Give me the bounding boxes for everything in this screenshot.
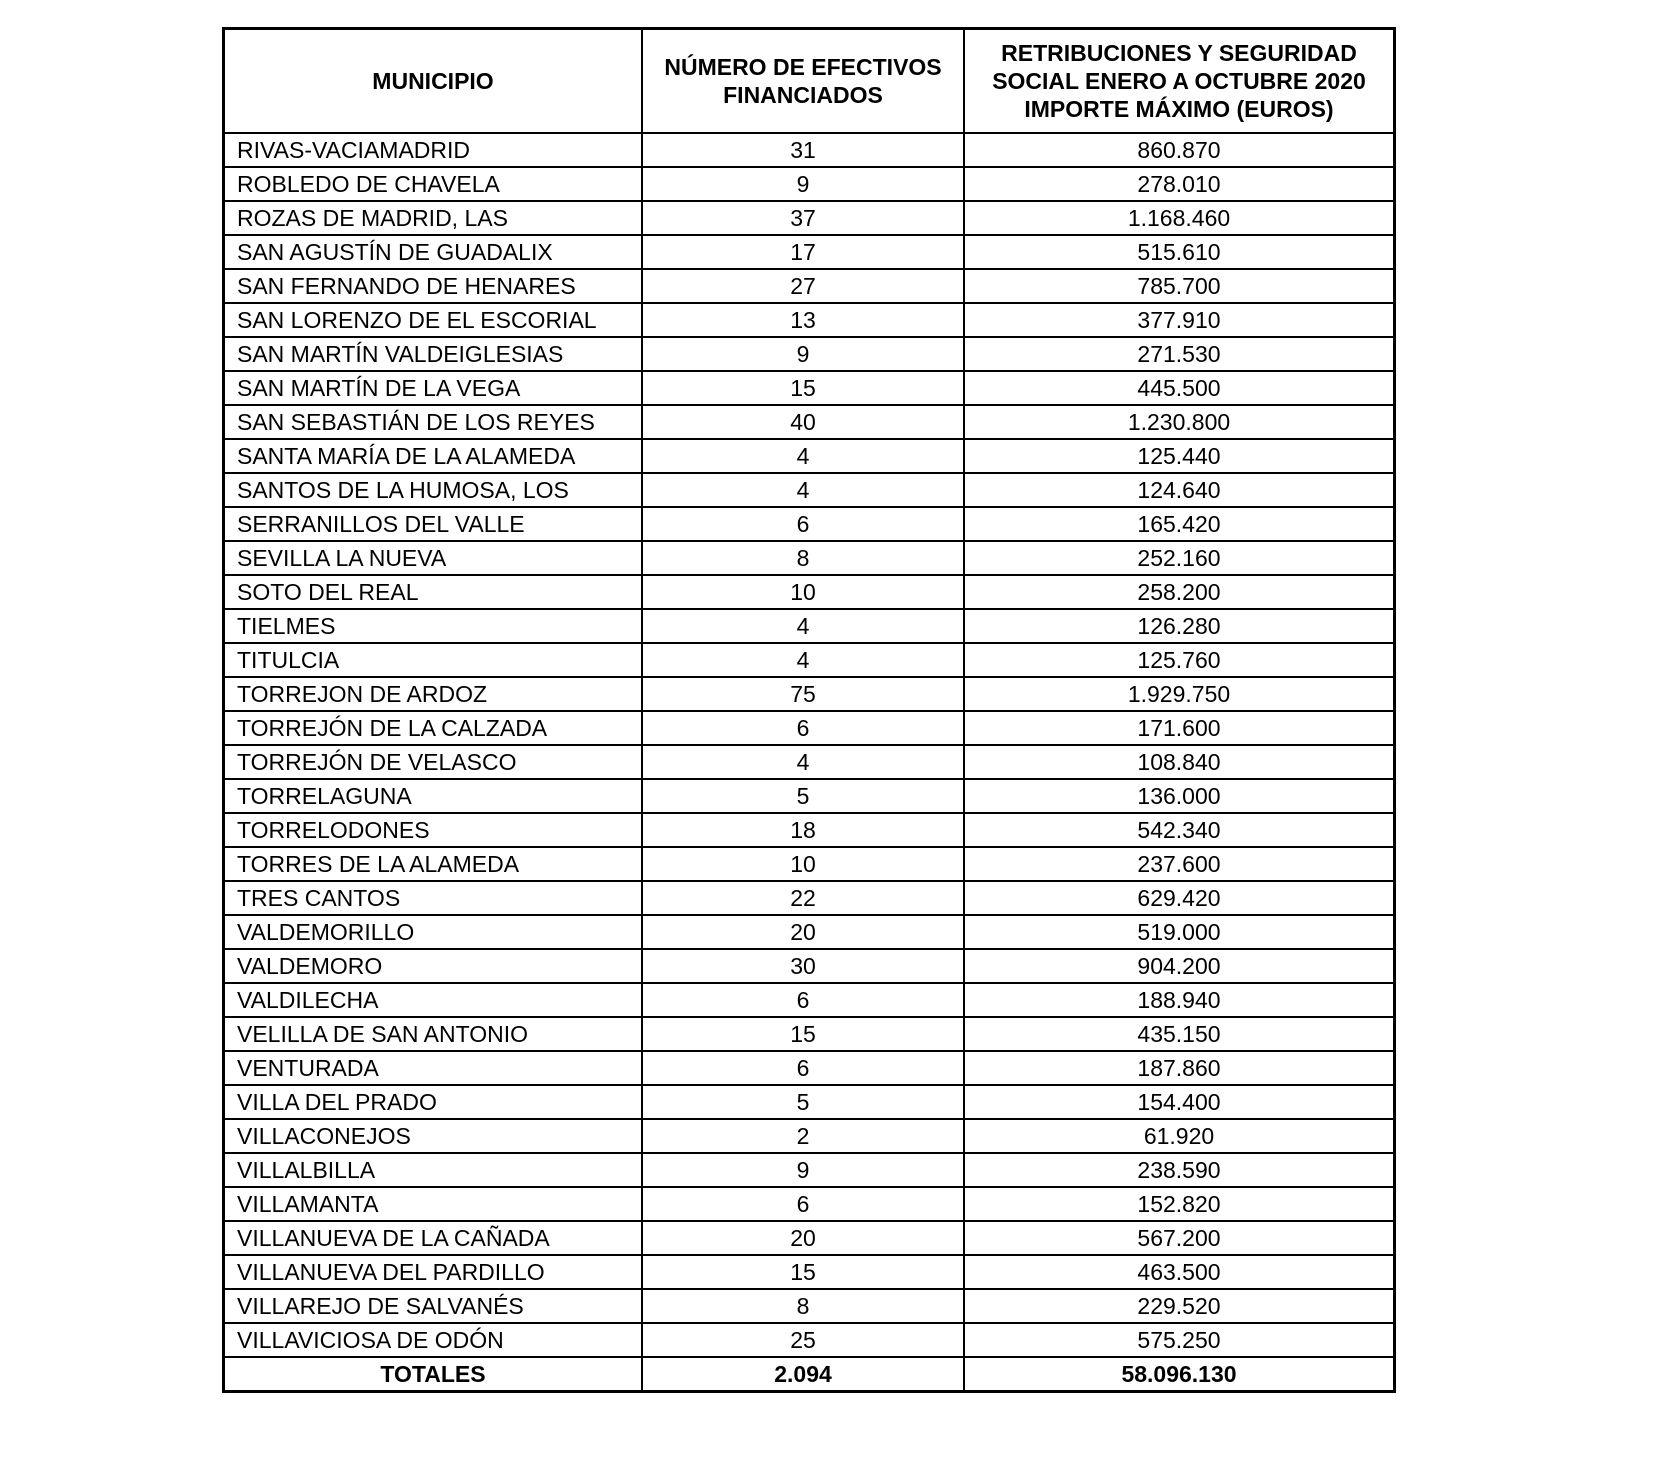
header-retribuciones: RETRIBUCIONES Y SEGURIDAD SOCIAL ENERO A OCTUBRE 2020 IMPORTE MÁXIMO (EUROS)	[964, 29, 1395, 134]
table-row	[224, 133, 1395, 167]
header-efectivos: NÚMERO DE EFECTIVOS FINANCIADOS	[642, 29, 964, 134]
municipio-cell: SOTO DEL REAL	[224, 575, 643, 609]
table-row	[224, 575, 1395, 609]
municipio-cell: TIELMES	[224, 609, 643, 643]
importe-cell: 463.500	[964, 1255, 1395, 1289]
municipio-cell: TORREJÓN DE LA CALZADA	[224, 711, 643, 745]
efectivos-cell: 20	[642, 1221, 964, 1255]
efectivos-cell: 17	[642, 235, 964, 269]
importe-cell: 519.000	[964, 915, 1395, 949]
table-row	[224, 167, 1395, 201]
importe-cell: 575.250	[964, 1323, 1395, 1357]
header-row	[224, 29, 1395, 134]
table-row	[224, 643, 1395, 677]
importe-cell: 258.200	[964, 575, 1395, 609]
table-row	[224, 847, 1395, 881]
municipio-cell: VILLALBILLA	[224, 1153, 643, 1187]
table-row	[224, 303, 1395, 337]
efectivos-cell: 22	[642, 881, 964, 915]
importe-cell: 125.760	[964, 643, 1395, 677]
table-row	[224, 1255, 1395, 1289]
importe-cell: 154.400	[964, 1085, 1395, 1119]
efectivos-cell: 4	[642, 609, 964, 643]
municipio-cell: SAN FERNANDO DE HENARES	[224, 269, 643, 303]
efectivos-cell: 13	[642, 303, 964, 337]
importe-cell: 165.420	[964, 507, 1395, 541]
efectivos-cell: 9	[642, 1153, 964, 1187]
table-row	[224, 1323, 1395, 1357]
importe-cell: 238.590	[964, 1153, 1395, 1187]
table-row	[224, 1119, 1395, 1153]
efectivos-cell: 9	[642, 337, 964, 371]
totals-importe: 58.096.130	[964, 1357, 1395, 1392]
table-row	[224, 779, 1395, 813]
table-row	[224, 1051, 1395, 1085]
importe-cell: 377.910	[964, 303, 1395, 337]
table-row	[224, 235, 1395, 269]
efectivos-cell: 6	[642, 1051, 964, 1085]
municipio-cell: ROZAS DE MADRID, LAS	[224, 201, 643, 235]
municipio-cell: ROBLEDO DE CHAVELA	[224, 167, 643, 201]
efectivos-cell: 37	[642, 201, 964, 235]
table-row	[224, 473, 1395, 507]
municipio-cell: VILLAREJO DE SALVANÉS	[224, 1289, 643, 1323]
efectivos-cell: 15	[642, 1255, 964, 1289]
table-row	[224, 507, 1395, 541]
table-row	[224, 405, 1395, 439]
municipio-cell: TITULCIA	[224, 643, 643, 677]
table-row	[224, 1017, 1395, 1051]
table-row	[224, 1187, 1395, 1221]
totals-label: TOTALES	[224, 1357, 643, 1392]
efectivos-cell: 4	[642, 643, 964, 677]
table-row	[224, 745, 1395, 779]
municipio-cell: SERRANILLOS DEL VALLE	[224, 507, 643, 541]
municipio-cell: SAN SEBASTIÁN DE LOS REYES	[224, 405, 643, 439]
efectivos-cell: 8	[642, 1289, 964, 1323]
efectivos-cell: 6	[642, 507, 964, 541]
efectivos-cell: 9	[642, 167, 964, 201]
municipio-cell: SAN AGUSTÍN DE GUADALIX	[224, 235, 643, 269]
importe-cell: 252.160	[964, 541, 1395, 575]
importe-cell: 237.600	[964, 847, 1395, 881]
municipio-cell: TORREJÓN DE VELASCO	[224, 745, 643, 779]
table-row	[224, 201, 1395, 235]
municipio-cell: VILLANUEVA DE LA CAÑADA	[224, 1221, 643, 1255]
importe-cell: 187.860	[964, 1051, 1395, 1085]
importe-cell: 124.640	[964, 473, 1395, 507]
importe-cell: 445.500	[964, 371, 1395, 405]
municipio-cell: VILLAMANTA	[224, 1187, 643, 1221]
importe-cell: 860.870	[964, 133, 1395, 167]
municipio-cell: TORRELODONES	[224, 813, 643, 847]
efectivos-cell: 31	[642, 133, 964, 167]
municipio-cell: VALDEMORILLO	[224, 915, 643, 949]
table-row	[224, 1153, 1395, 1187]
efectivos-cell: 20	[642, 915, 964, 949]
efectivos-cell: 2	[642, 1119, 964, 1153]
efectivos-cell: 10	[642, 847, 964, 881]
header-municipio: MUNICIPIO	[224, 29, 643, 134]
importe-cell: 904.200	[964, 949, 1395, 983]
municipio-cell: TORREJON DE ARDOZ	[224, 677, 643, 711]
importe-cell: 125.440	[964, 439, 1395, 473]
importe-cell: 152.820	[964, 1187, 1395, 1221]
importe-cell: 567.200	[964, 1221, 1395, 1255]
municipio-cell: SAN MARTÍN DE LA VEGA	[224, 371, 643, 405]
table-body	[224, 133, 1395, 1357]
efectivos-cell: 8	[642, 541, 964, 575]
efectivos-cell: 6	[642, 711, 964, 745]
efectivos-cell: 4	[642, 439, 964, 473]
importe-cell: 188.940	[964, 983, 1395, 1017]
efectivos-cell: 4	[642, 745, 964, 779]
efectivos-cell: 6	[642, 983, 964, 1017]
efectivos-cell: 5	[642, 1085, 964, 1119]
municipio-cell: SEVILLA LA NUEVA	[224, 541, 643, 575]
municipio-cell: VILLACONEJOS	[224, 1119, 643, 1153]
table-row	[224, 269, 1395, 303]
efectivos-cell: 75	[642, 677, 964, 711]
municipio-cell: SANTA MARÍA DE LA ALAMEDA	[224, 439, 643, 473]
importe-cell: 435.150	[964, 1017, 1395, 1051]
efectivos-cell: 30	[642, 949, 964, 983]
table-row	[224, 439, 1395, 473]
importe-cell: 515.610	[964, 235, 1395, 269]
municipio-cell: VELILLA DE SAN ANTONIO	[224, 1017, 643, 1051]
importe-cell: 629.420	[964, 881, 1395, 915]
importe-cell: 229.520	[964, 1289, 1395, 1323]
table-row	[224, 915, 1395, 949]
municipio-cell: VILLANUEVA DEL PARDILLO	[224, 1255, 643, 1289]
municipio-cell: VALDILECHA	[224, 983, 643, 1017]
efectivos-cell: 18	[642, 813, 964, 847]
table-row	[224, 609, 1395, 643]
importe-cell: 136.000	[964, 779, 1395, 813]
importe-cell: 126.280	[964, 609, 1395, 643]
importe-cell: 171.600	[964, 711, 1395, 745]
importe-cell: 108.840	[964, 745, 1395, 779]
efectivos-cell: 27	[642, 269, 964, 303]
importe-cell: 61.920	[964, 1119, 1395, 1153]
table-row	[224, 371, 1395, 405]
table-row	[224, 677, 1395, 711]
efectivos-cell: 25	[642, 1323, 964, 1357]
importe-cell: 271.530	[964, 337, 1395, 371]
importe-cell: 1.168.460	[964, 201, 1395, 235]
table-row	[224, 881, 1395, 915]
municipio-cell: VALDEMORO	[224, 949, 643, 983]
importe-cell: 1.230.800	[964, 405, 1395, 439]
table-row	[224, 949, 1395, 983]
municipio-cell: TORRES DE LA ALAMEDA	[224, 847, 643, 881]
municipio-cell: TORRELAGUNA	[224, 779, 643, 813]
table-row	[224, 983, 1395, 1017]
municipio-cell: SAN LORENZO DE EL ESCORIAL	[224, 303, 643, 337]
importe-cell: 278.010	[964, 167, 1395, 201]
table-row	[224, 1085, 1395, 1119]
funding-table	[222, 27, 1396, 1393]
table-row	[224, 813, 1395, 847]
totals-efectivos: 2.094	[642, 1357, 964, 1392]
totals-row	[224, 1357, 1395, 1392]
efectivos-cell: 5	[642, 779, 964, 813]
efectivos-cell: 40	[642, 405, 964, 439]
table-row	[224, 337, 1395, 371]
table-row	[224, 1289, 1395, 1323]
municipio-cell: VILLA DEL PRADO	[224, 1085, 643, 1119]
municipio-cell: SAN MARTÍN VALDEIGLESIAS	[224, 337, 643, 371]
municipio-cell: RIVAS-VACIAMADRID	[224, 133, 643, 167]
table-row	[224, 1221, 1395, 1255]
municipio-cell: VENTURADA	[224, 1051, 643, 1085]
municipio-cell: VILLAVICIOSA DE ODÓN	[224, 1323, 643, 1357]
table-row	[224, 711, 1395, 745]
efectivos-cell: 15	[642, 1017, 964, 1051]
importe-cell: 542.340	[964, 813, 1395, 847]
efectivos-cell: 4	[642, 473, 964, 507]
efectivos-cell: 10	[642, 575, 964, 609]
table-row	[224, 541, 1395, 575]
municipio-cell: TRES CANTOS	[224, 881, 643, 915]
importe-cell: 1.929.750	[964, 677, 1395, 711]
efectivos-cell: 6	[642, 1187, 964, 1221]
importe-cell: 785.700	[964, 269, 1395, 303]
municipio-cell: SANTOS DE LA HUMOSA, LOS	[224, 473, 643, 507]
efectivos-cell: 15	[642, 371, 964, 405]
